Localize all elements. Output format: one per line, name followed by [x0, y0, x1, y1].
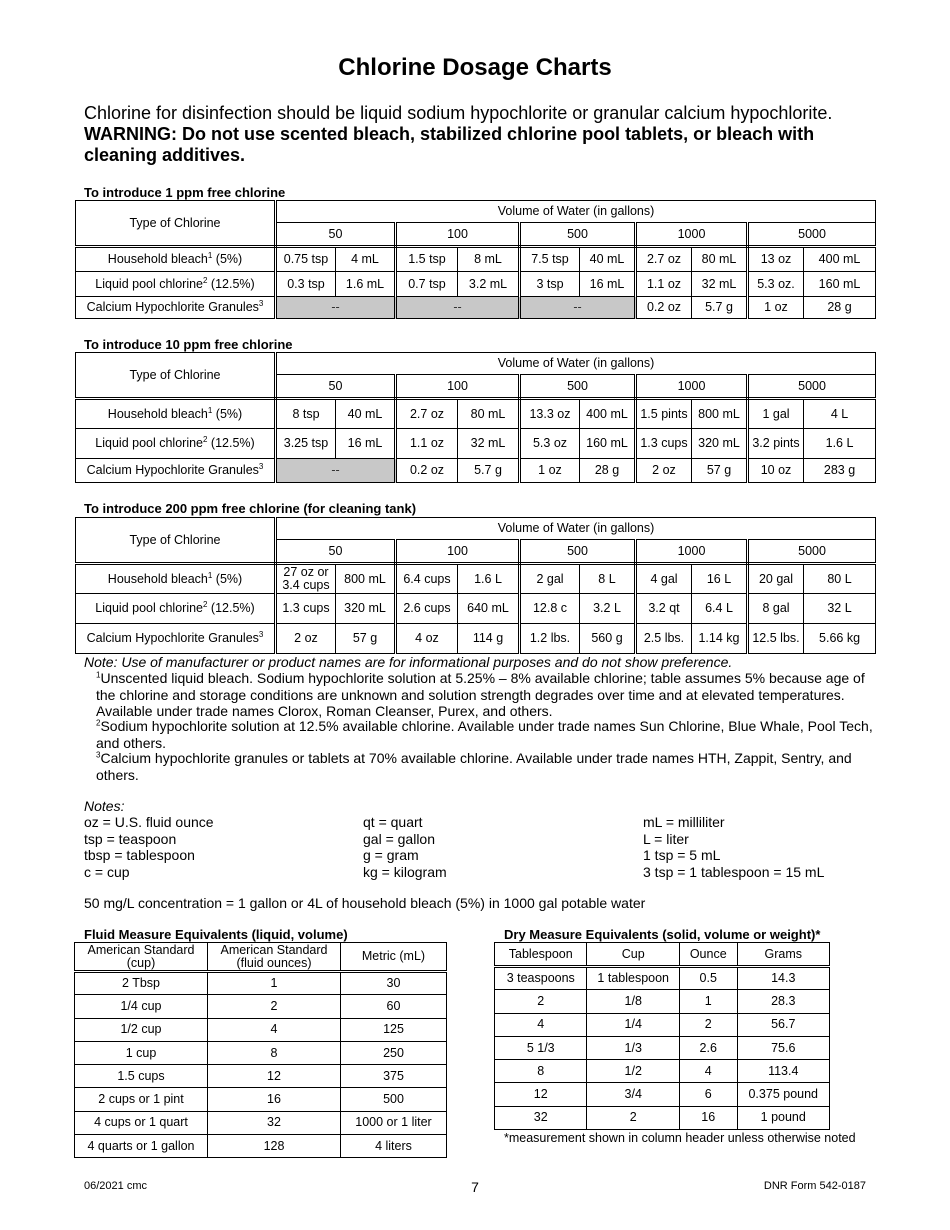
concentration-note: 50 mg/L concentration = 1 gallon or 4L of household bleach (5%) in 1000 gal potable water [84, 895, 646, 911]
abbreviations-col-1: oz = U.S. fluid ounce tsp = teaspoon tbsp = tablespoon c = cup [84, 814, 214, 880]
table-cell: 0.2 oz [636, 297, 692, 319]
table-cell: 1.5 cups [75, 1065, 208, 1088]
fluid-measure-table [74, 942, 447, 1158]
table3-title: To introduce 200 ppm free chlorine (for cleaning tank) [84, 501, 417, 516]
fluid-table-title: Fluid Measure Equivalents (liquid, volume) [84, 927, 348, 942]
table-cell: 16 mL [580, 272, 636, 297]
table-cell: 12 [208, 1065, 341, 1088]
volume-label: 100 [396, 223, 520, 247]
table-cell: 2.5 lbs. [636, 624, 692, 654]
page-title: Chlorine Dosage Charts [338, 54, 612, 81]
dose-table-200ppm [75, 517, 876, 654]
table-cell: 640 mL [458, 594, 520, 624]
table-row [495, 1060, 830, 1083]
chlorine-type: Liquid pool chlorine$^2$ (12.5%) [76, 594, 276, 624]
table-cell: 0.375 pound [737, 1083, 830, 1106]
table-row [495, 967, 830, 990]
table-cell: 5.7 g [692, 297, 748, 319]
volume-label: 500 [520, 540, 636, 564]
volume-label: 1000 [636, 375, 748, 399]
column-header: Grams [737, 943, 830, 967]
table-cell: 16 [208, 1088, 341, 1111]
table-cell: 0.5 [679, 967, 737, 990]
table-cell: 1.3 cups [636, 429, 692, 459]
table1-title: To introduce 1 ppm free chlorine [84, 185, 286, 200]
table-cell: 1/3 [587, 1036, 679, 1059]
table-cell: 56.7 [737, 1013, 830, 1036]
table-cell: 1/2 cup [75, 1018, 208, 1041]
table-cell: 6.4 L [692, 594, 748, 624]
table-cell: 0.2 oz [396, 459, 458, 483]
table-cell: 32 mL [458, 429, 520, 459]
table-cell: 1000 or 1 liter [341, 1111, 447, 1134]
table-cell: 16 L [692, 564, 748, 594]
table-cell: 28.3 [737, 990, 830, 1013]
table-cell: 375 [341, 1065, 447, 1088]
table-cell: 4 [679, 1060, 737, 1083]
table-row [495, 1036, 830, 1059]
abbreviations-col-2: qt = quart gal = gallon g = gram kg = kilogram [363, 814, 447, 880]
table-cell: 1.1 oz [396, 429, 458, 459]
table-cell: 283 g [804, 459, 876, 483]
table-cell: 13 oz [748, 247, 804, 272]
table-row [75, 1065, 447, 1088]
type-header: Type of Chlorine [76, 201, 276, 247]
table-cell: 128 [208, 1135, 341, 1158]
table-cell: 28 g [580, 459, 636, 483]
table-cell: 1 oz [520, 459, 580, 483]
table-cell: 400 mL [804, 247, 876, 272]
warning-text: WARNING: Do not use scented bleach, stabilized chlorine pool tablets, or bleach with cleaning additives. [84, 124, 815, 165]
table-cell: 800 mL [336, 564, 396, 594]
table-cell: 2 [495, 990, 587, 1013]
table-row [76, 429, 876, 459]
table-cell: 8 mL [458, 247, 520, 272]
chlorine-type: Liquid pool chlorine$^2$ (12.5%) [76, 272, 276, 297]
table-cell: 320 mL [692, 429, 748, 459]
abbreviations-col-3: mL = milliliter L = liter 1 tsp = 5 mL 3 tsp = 1 tablespoon = 15 mL [643, 814, 825, 880]
chlorine-type: Calcium Hypochlorite Granules$^3$ [76, 297, 276, 319]
header-row [75, 943, 447, 972]
table-cell: 4 [208, 1018, 341, 1041]
footnote-2: $^2$Sodium hypochlorite solution at 12.5% available chlorine. Available under trade names Sun Chlorine, Blue Whale, Pool Tech, and others. [96, 718, 873, 751]
footnote-3: $^3$Calcium hypochlorite granules or tablets at 70% available chlorine. Available under trade names HTH, Zappit, Sentry, and others. [96, 750, 852, 783]
volume-label: 5000 [748, 375, 876, 399]
header-row [76, 518, 876, 540]
table-row [75, 1041, 447, 1064]
table-cell: 0.7 tsp [396, 272, 458, 297]
table-cell: 4 oz [396, 624, 458, 654]
table-cell: 4 quarts or 1 gallon [75, 1135, 208, 1158]
table-cell: 28 g [804, 297, 876, 319]
table-cell: 12.5 lbs. [748, 624, 804, 654]
header-row [76, 353, 876, 375]
volume-label: 500 [520, 223, 636, 247]
page-number: 7 [471, 1179, 479, 1195]
table-cell: 30 [341, 972, 447, 995]
table-cell: 1.3 cups [276, 594, 336, 624]
column-header: Cup [587, 943, 679, 967]
table-cell: 3 teaspoons [495, 967, 587, 990]
table-cell: 4 cups or 1 quart [75, 1111, 208, 1134]
table-cell: 2.6 [679, 1036, 737, 1059]
table-cell: -- [396, 297, 520, 319]
table-cell: 3/4 [587, 1083, 679, 1106]
table-row [495, 1083, 830, 1106]
volume-header: Volume of Water (in gallons) [276, 518, 876, 540]
volume-header: Volume of Water (in gallons) [276, 353, 876, 375]
table-cell: 10 oz [748, 459, 804, 483]
table-cell: 4 L [804, 399, 876, 429]
table-cell: 320 mL [336, 594, 396, 624]
table-cell: 1/4 [587, 1013, 679, 1036]
dose-table-10ppm [75, 352, 876, 483]
table-cell: 14.3 [737, 967, 830, 990]
chlorine-type: Household bleach$^1$ (5%) [76, 564, 276, 594]
table-row [76, 459, 876, 483]
table-cell: 75.6 [737, 1036, 830, 1059]
table-cell: 1/4 cup [75, 995, 208, 1018]
table-cell: 3.2 pints [748, 429, 804, 459]
manufacturer-note: Note: Use of manufacturer or product names are for informational purposes and do not show preference. [84, 654, 733, 670]
table-row [75, 1111, 447, 1134]
table-cell: 125 [341, 1018, 447, 1041]
dry-table-footnote: *measurement shown in column header unless otherwise noted [504, 1131, 856, 1145]
table-cell: 8 gal [748, 594, 804, 624]
table-cell: 2 cups or 1 pint [75, 1088, 208, 1111]
table-cell: 5.3 oz [520, 429, 580, 459]
table-cell: 1/8 [587, 990, 679, 1013]
table-cell: 5.7 g [458, 459, 520, 483]
table-cell: 20 gal [748, 564, 804, 594]
column-header: Tablespoon [495, 943, 587, 967]
table-row [75, 1135, 447, 1158]
table-row [76, 247, 876, 272]
table-cell: 6 [679, 1083, 737, 1106]
volume-label: 50 [276, 375, 396, 399]
volume-label: 5000 [748, 540, 876, 564]
table-cell: 12 [495, 1083, 587, 1106]
table-cell: 1.6 L [458, 564, 520, 594]
intro-text: Chlorine for disinfection should be liquid sodium hypochlorite or granular calcium hypochlorite. [84, 103, 833, 123]
table-row [76, 564, 876, 594]
intro-paragraph [84, 103, 874, 166]
column-header: Ounce [679, 943, 737, 967]
table-cell: 2 [587, 1106, 679, 1129]
table-row [76, 272, 876, 297]
dose-table-1ppm [75, 200, 876, 319]
table-cell: 113.4 [737, 1060, 830, 1083]
table-cell: 8 tsp [276, 399, 336, 429]
table-cell: 5.3 oz. [748, 272, 804, 297]
table-cell: 3.2 L [580, 594, 636, 624]
table-cell: 80 L [804, 564, 876, 594]
table-cell: 1.2 lbs. [520, 624, 580, 654]
table-row [76, 624, 876, 654]
dry-measure-table [494, 942, 830, 1130]
volume-label: 100 [396, 375, 520, 399]
table-cell: 2 oz [276, 624, 336, 654]
table-cell: -- [276, 459, 396, 483]
table-cell: 32 mL [692, 272, 748, 297]
table-cell: 1/2 [587, 1060, 679, 1083]
table-cell: 400 mL [580, 399, 636, 429]
volume-label: 50 [276, 540, 396, 564]
table-cell: 160 mL [804, 272, 876, 297]
volume-label: 1000 [636, 223, 748, 247]
table-cell: 2.7 oz [396, 399, 458, 429]
table-row [75, 995, 447, 1018]
table-cell: 7.5 tsp [520, 247, 580, 272]
table-cell: 57 g [692, 459, 748, 483]
table-cell: 16 mL [336, 429, 396, 459]
table-cell: 2 Tbsp [75, 972, 208, 995]
table-cell: 4 [495, 1013, 587, 1036]
table-cell: 3.25 tsp [276, 429, 336, 459]
table-cell: 1.6 mL [336, 272, 396, 297]
table-cell: 32 [208, 1111, 341, 1134]
table-cell: 8 L [580, 564, 636, 594]
chlorine-type: Calcium Hypochlorite Granules$^3$ [76, 624, 276, 654]
table-cell: 40 mL [336, 399, 396, 429]
footnote-1: $^1$Unscented liquid bleach. Sodium hypochlorite solution at 5.25% – 8% available chlorine; table assumes 5% because age of the chlorine and storage conditions are unknown and solution strength degrades over time and at elevated temperatures. Available under trade names Clorox, Roman Cleanser, Purex, and others. [96, 670, 865, 719]
volume-label: 100 [396, 540, 520, 564]
table-cell: 1.6 L [804, 429, 876, 459]
table-cell: 1 tablespoon [587, 967, 679, 990]
table-cell: 3.2 mL [458, 272, 520, 297]
volume-label: 5000 [748, 223, 876, 247]
notes-label: Notes: [84, 798, 125, 814]
table-cell: 0.75 tsp [276, 247, 336, 272]
table-row [76, 297, 876, 319]
table-cell: 80 mL [692, 247, 748, 272]
table-cell: 1 cup [75, 1041, 208, 1064]
table-cell: 57 g [336, 624, 396, 654]
table-cell: 1 gal [748, 399, 804, 429]
volume-header: Volume of Water (in gallons) [276, 201, 876, 223]
table-cell: 1 [679, 990, 737, 1013]
table-cell: 250 [341, 1041, 447, 1064]
table-cell: 8 [495, 1060, 587, 1083]
volume-label: 1000 [636, 540, 748, 564]
table-cell: 560 g [580, 624, 636, 654]
table-cell: 13.3 oz [520, 399, 580, 429]
table-cell: 1.1 oz [636, 272, 692, 297]
table-cell: 32 L [804, 594, 876, 624]
table-cell: 2.7 oz [636, 247, 692, 272]
table-cell: 5.66 kg [804, 624, 876, 654]
table-cell: 5 1/3 [495, 1036, 587, 1059]
header-row [495, 943, 830, 967]
table-cell: 4 mL [336, 247, 396, 272]
table-cell: 500 [341, 1088, 447, 1111]
table2-title: To introduce 10 ppm free chlorine [84, 337, 293, 352]
table-row [75, 1018, 447, 1041]
table-row [75, 972, 447, 995]
table-cell: 60 [341, 995, 447, 1018]
table-cell: 0.3 tsp [276, 272, 336, 297]
table-cell: 12.8 c [520, 594, 580, 624]
chlorine-type: Liquid pool chlorine$^2$ (12.5%) [76, 429, 276, 459]
table-cell: 27 oz or 3.4 cups [276, 564, 336, 594]
table-row [76, 399, 876, 429]
table-cell: 80 mL [458, 399, 520, 429]
table-cell: 8 [208, 1041, 341, 1064]
table-cell: 160 mL [580, 429, 636, 459]
table-cell: 32 [495, 1106, 587, 1129]
chlorine-type: Household bleach$^1$ (5%) [76, 399, 276, 429]
table-cell: 1.5 pints [636, 399, 692, 429]
table-cell: 114 g [458, 624, 520, 654]
chlorine-type: Household bleach$^1$ (5%) [76, 247, 276, 272]
table-cell: 4 gal [636, 564, 692, 594]
volume-label: 50 [276, 223, 396, 247]
header-row [76, 201, 876, 223]
table-cell: 3.2 qt [636, 594, 692, 624]
table-row [76, 594, 876, 624]
footer-form-number: DNR Form 542-0187 [763, 1180, 866, 1192]
table-row [75, 1088, 447, 1111]
type-header: Type of Chlorine [76, 518, 276, 564]
table-cell: 2 oz [636, 459, 692, 483]
table-cell: 4 liters [341, 1135, 447, 1158]
column-header: Metric (mL) [341, 943, 447, 972]
table-row [495, 990, 830, 1013]
table-cell: 16 [679, 1106, 737, 1129]
chlorine-type: Calcium Hypochlorite Granules$^3$ [76, 459, 276, 483]
table-cell: 2.6 cups [396, 594, 458, 624]
dry-table-title: Dry Measure Equivalents (solid, volume or weight)* [504, 927, 821, 942]
table-cell: 1 [208, 972, 341, 995]
table-cell: -- [276, 297, 396, 319]
table-cell: 6.4 cups [396, 564, 458, 594]
table-row [495, 1013, 830, 1036]
table-cell: 2 [679, 1013, 737, 1036]
table-cell: 2 [208, 995, 341, 1018]
table-cell: 1 oz [748, 297, 804, 319]
table-cell: 3 tsp [520, 272, 580, 297]
column-header: American Standard (fluid ounces) [208, 943, 341, 972]
column-header: American Standard (cup) [75, 943, 208, 972]
table-cell: -- [520, 297, 636, 319]
footer-date: 06/2021 cmc [84, 1180, 147, 1192]
table-cell: 800 mL [692, 399, 748, 429]
volume-label: 500 [520, 375, 636, 399]
table-cell: 1 pound [737, 1106, 830, 1129]
table-cell: 40 mL [580, 247, 636, 272]
table-cell: 1.14 kg [692, 624, 748, 654]
table-row [495, 1106, 830, 1129]
table-cell: 2 gal [520, 564, 580, 594]
type-header: Type of Chlorine [76, 353, 276, 399]
table-cell: 1.5 tsp [396, 247, 458, 272]
